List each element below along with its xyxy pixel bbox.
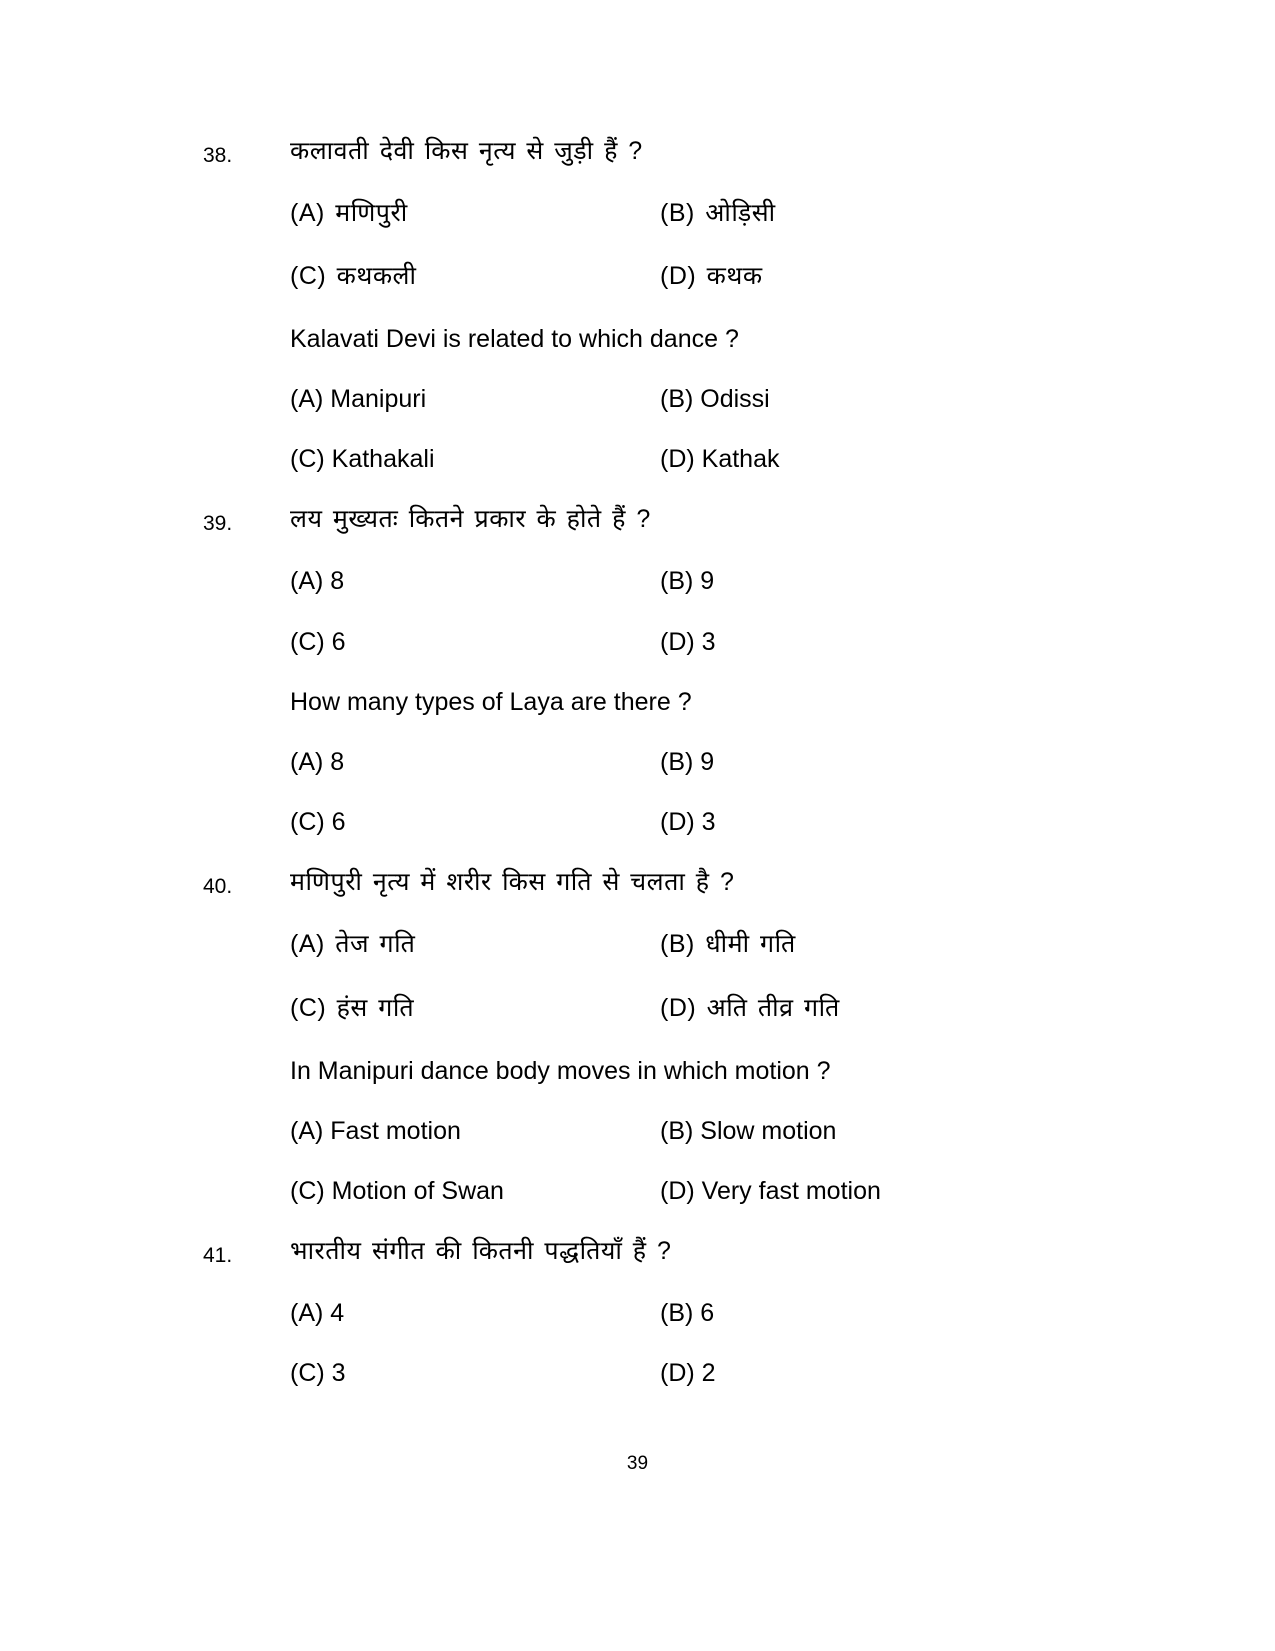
question-39-english: How many types of Laya are there ? — [290, 688, 692, 716]
q38-en-option-c: (C) Kathakali — [290, 445, 435, 473]
q39-en-option-a: (A) 8 — [290, 748, 345, 776]
q40-en-option-d: (D) Very fast motion — [660, 1177, 881, 1205]
q39-en-option-b: (B) 9 — [660, 748, 715, 776]
question-40-english: In Manipuri dance body moves in which motion ? — [290, 1057, 831, 1085]
q38-hi-option-b: (B) ओड़िसी — [660, 199, 776, 227]
q39-hi-option-c: (C) 6 — [290, 628, 346, 656]
q38-hi-option-c: (C) कथकली — [290, 262, 417, 290]
q38-hi-option-d: (D) कथक — [660, 262, 763, 290]
q38-hi-option-a: (A) मणिपुरी — [290, 199, 408, 227]
q40-en-option-a: (A) Fast motion — [290, 1117, 461, 1145]
question-39-number: 39. — [203, 512, 233, 535]
q39-en-option-d: (D) 3 — [660, 808, 716, 836]
question-38-number: 38. — [203, 144, 233, 167]
q38-en-option-b: (B) Odissi — [660, 385, 770, 413]
q41-hi-option-b: (B) 6 — [660, 1299, 715, 1327]
question-38-hindi: कलावती देवी किस नृत्य से जुड़ी हैं ? — [290, 137, 643, 165]
q40-hi-option-a: (A) तेज गति — [290, 930, 416, 958]
q39-hi-option-b: (B) 9 — [660, 567, 715, 595]
question-39-hindi: लय मुख्यतः कितने प्रकार के होते हैं ? — [290, 505, 651, 533]
q41-hi-option-d: (D) 2 — [660, 1359, 716, 1387]
q39-en-option-c: (C) 6 — [290, 808, 346, 836]
question-41-hindi: भारतीय संगीत की कितनी पद्धतियाँ हैं ? — [290, 1237, 672, 1265]
q39-hi-option-d: (D) 3 — [660, 628, 716, 656]
question-41-number: 41. — [203, 1244, 233, 1267]
question-40-hindi: मणिपुरी नृत्य में शरीर किस गति से चलता है ? — [290, 868, 735, 896]
q41-hi-option-c: (C) 3 — [290, 1359, 346, 1387]
q41-hi-option-a: (A) 4 — [290, 1299, 345, 1327]
q40-en-option-b: (B) Slow motion — [660, 1117, 837, 1145]
q40-hi-option-b: (B) धीमी गति — [660, 930, 796, 958]
q40-hi-option-d: (D) अति तीव्र गति — [660, 994, 840, 1022]
question-38-english: Kalavati Devi is related to which dance ? — [290, 325, 739, 353]
q39-hi-option-a: (A) 8 — [290, 567, 345, 595]
q40-en-option-c: (C) Motion of Swan — [290, 1177, 504, 1205]
q38-en-option-d: (D) Kathak — [660, 445, 780, 473]
q38-en-option-a: (A) Manipuri — [290, 385, 427, 413]
q40-hi-option-c: (C) हंस गति — [290, 994, 415, 1022]
page-number: 39 — [626, 1453, 649, 1474]
question-40-number: 40. — [203, 875, 233, 898]
